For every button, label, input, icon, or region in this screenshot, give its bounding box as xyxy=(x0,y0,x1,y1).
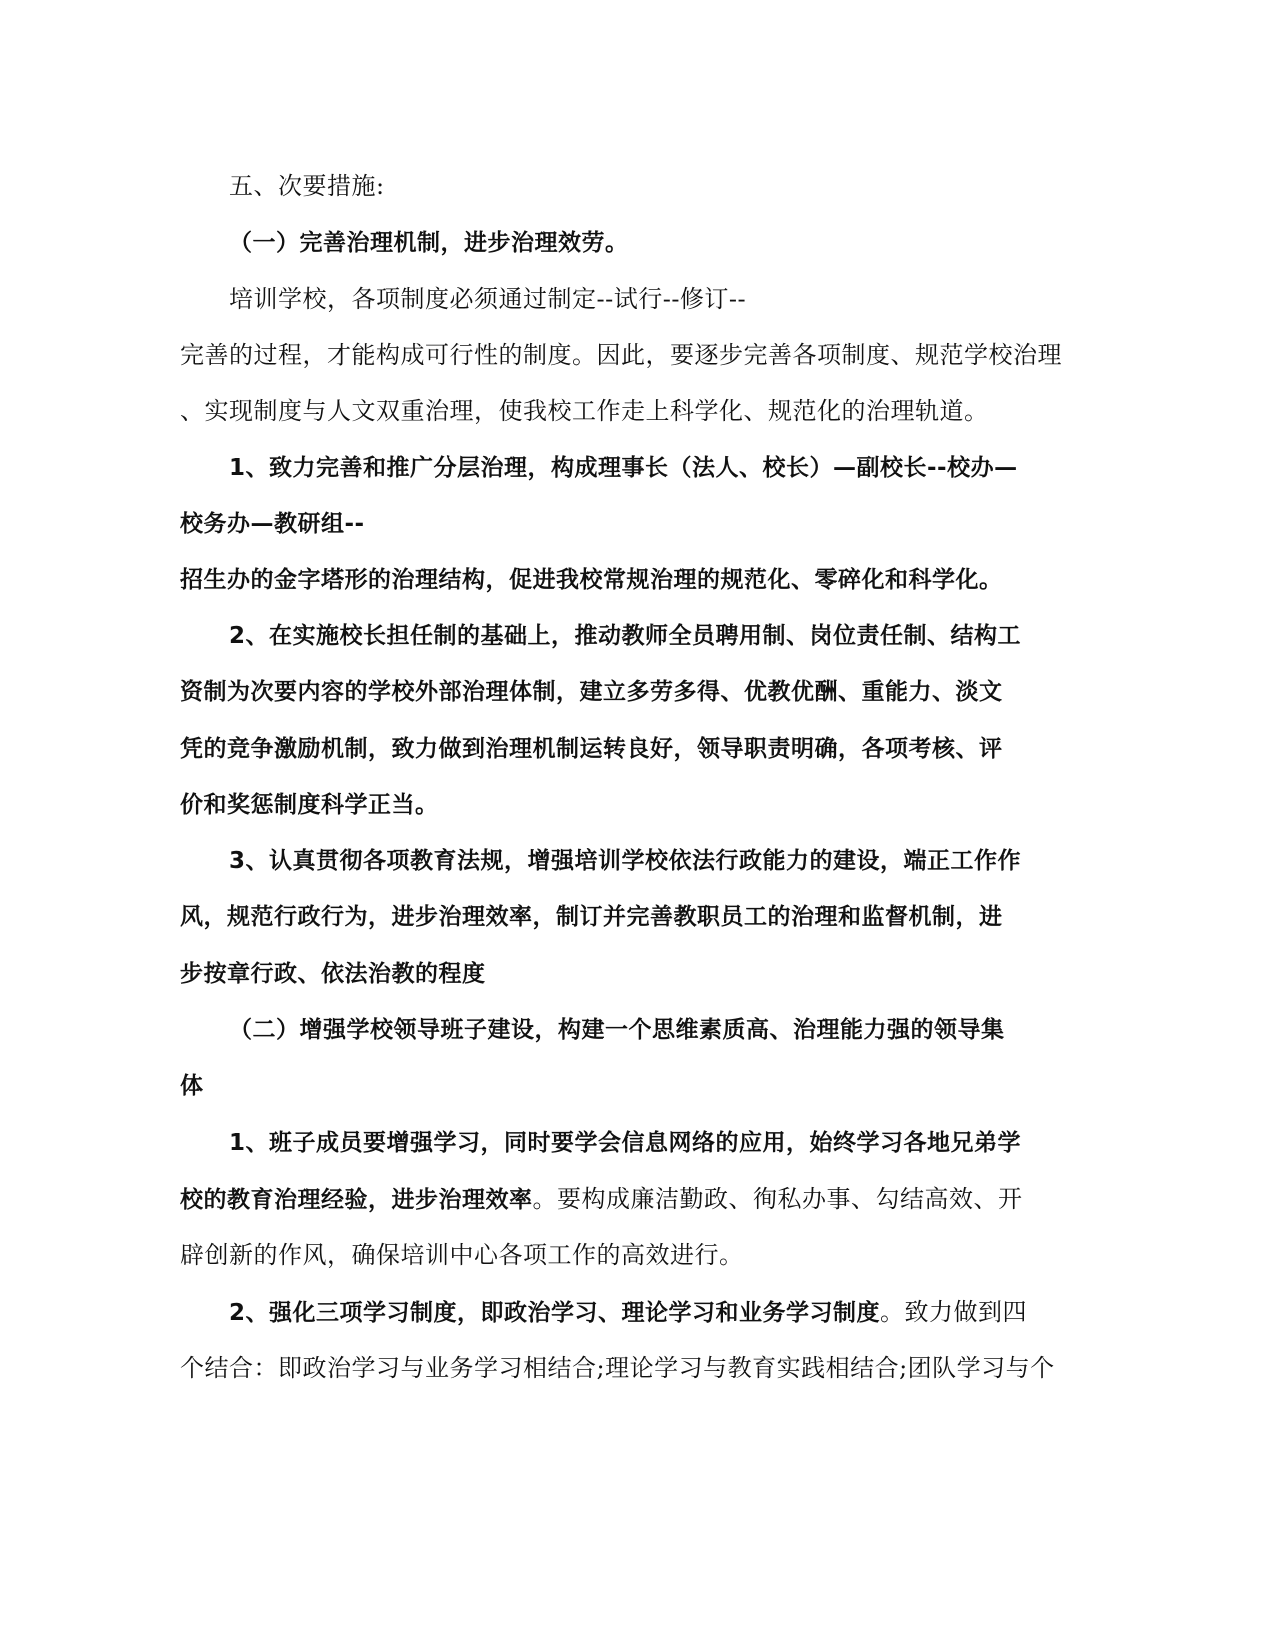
item-1-line: 招生办的金字塔形的治理结构，促进我校常规治理的规范化、零碎化和科学化。 xyxy=(180,567,1003,593)
paragraph-line: 完善的过程，才能构成可行性的制度。因此，要逐步完善各项制度、规范学校治理 xyxy=(180,341,1062,369)
subsection-title-2: 体 xyxy=(180,1073,204,1099)
item-1-line: 校务办—教研组-- xyxy=(180,511,365,537)
item-j1-line xyxy=(180,1183,1023,1215)
item-1-line: 1、致力完善和推广分层治理，构成理事长（法人、校长）—副校长--校办— xyxy=(229,455,1018,481)
item-j1-line: 1、班子成员要增强学习，同时要学会信息网络的应用，始终学习各地兄弟学 xyxy=(229,1130,1022,1156)
subsection-title-2: （二）增强学校领导班子建设，构建一个思维素质高、治理能力强的领导集 xyxy=(229,1017,1005,1043)
item-j1-bold-part: 校的教育治理经验，进步治理效率 xyxy=(180,1187,533,1213)
item-2-line: 2、在实施校长担任制的基础上，推动教师全员聘用制、岗位责任制、结构工 xyxy=(229,623,1022,649)
item-j2-line xyxy=(229,1296,1027,1328)
item-j1-plain-part: 。要构成廉洁勤政、徇私办事、勾结高效、开 xyxy=(532,1185,1023,1213)
item-3-line: 步按章行政、依法治教的程度 xyxy=(180,961,486,987)
paragraph-line: 、实现制度与人文双重治理，使我校工作走上科学化、规范化的治理轨道。 xyxy=(180,397,989,425)
paragraph-line: 培训学校，各项制度必须通过制定--试行--修订-- xyxy=(229,285,747,313)
item-3-line: 3、认真贯彻各项教育法规，增强培训学校依法行政能力的建设，端正工作作 xyxy=(229,848,1022,874)
item-2-line: 资制为次要内容的学校外部治理体制，建立多劳多得、优教优酬、重能力、淡文 xyxy=(180,679,1003,705)
item-3-line: 风，规范行政行为，进步治理效率，制订并完善教职员工的治理和监督机制，进 xyxy=(180,904,1003,930)
item-j2-plain-part: 。致力做到四 xyxy=(880,1298,1028,1326)
item-j2-line: 个结合：即政治学习与业务学习相结合;理论学习与教育实践相结合;团队学习与个 xyxy=(180,1354,1055,1382)
item-j1-line: 辟创新的作风，确保培训中心各项工作的高效进行。 xyxy=(180,1241,744,1269)
item-2-line: 凭的竞争激励机制，致力做到治理机制运转良好，领导职责明确，各项考核、评 xyxy=(180,736,1003,762)
section-heading-5: 五、次要措施: xyxy=(229,172,385,200)
item-j2-bold-part: 2、强化三项学习制度，即政治学习、理论学习和业务学习制度 xyxy=(229,1300,881,1326)
item-2-line: 价和奖惩制度科学正当。 xyxy=(180,792,439,818)
subsection-title-1: （一）完善治理机制，进步治理效劳。 xyxy=(229,230,629,256)
